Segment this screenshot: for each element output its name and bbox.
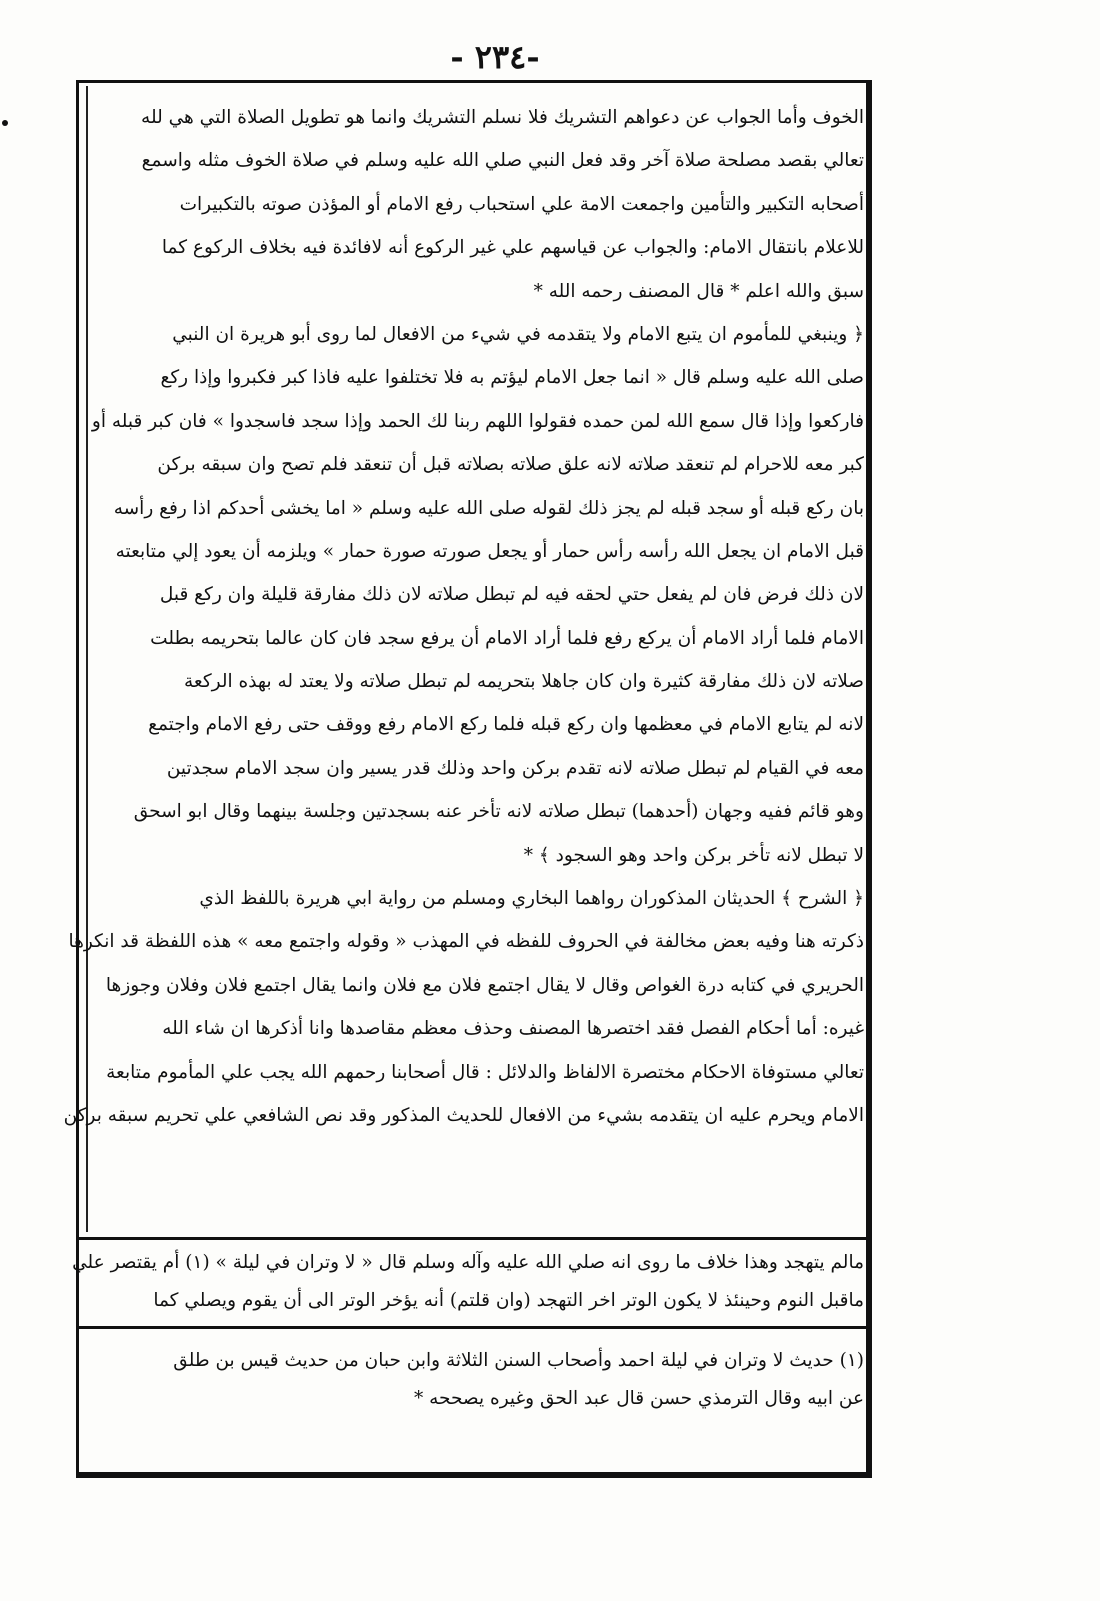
text-line: ﴿ وينبغي للمأموم ان يتبع الامام ولا يتقدمه في شيء من الافعال لما روى أبو هريرة ان النبي xyxy=(172,323,864,345)
text-line: لان ذلك فرض فان لم يفعل حتي لحقه فيه لم تبطل صلاته لان ذلك مفارقة قليلة وان ركع قبل xyxy=(159,584,864,606)
inner-vertical-rule xyxy=(86,86,88,1232)
text-line: كبر معه للاحرام لم تنعقد صلاته لانه علق صلاته بصلاته قبل أن تنعقد فلم تصح وان سبقه بركن xyxy=(157,454,864,476)
page-number: - ٢٣٤- xyxy=(450,38,540,76)
text-line: للاعلام بانتقال الامام: والجواب عن قياسهم علي غير الركوع أنه لافائدة فيه بخلاف الركوع كما xyxy=(161,237,864,259)
footnote-divider xyxy=(79,1326,869,1329)
text-line: سبق والله اعلم * قال المصنف رحمه الله * xyxy=(533,280,864,302)
text-line: تعالي بقصد مصلحة صلاة آخر وقد فعل النبي صلي الله عليه وسلم في صلاة الخوف مثله واسمع xyxy=(141,150,864,172)
main-text xyxy=(63,96,864,1137)
text-line: بان ركع قبله أو سجد قبله لم يجز ذلك لقوله صلى الله عليه وسلم « اما يخشى أحدكم اذا رفع رأسه xyxy=(113,497,864,519)
text-line: مالم يتهجد وهذا خلاف ما روى انه صلي الله عليه وآله وسلم قال « لا وتران في ليلة » (١) أم يقتصر علي xyxy=(72,1252,864,1273)
text-line: غيره: أما أحكام الفصل فقد اختصرها المصنف وحذف معظم مقاصدها وانا أذكرها ان شاء الله xyxy=(162,1018,864,1040)
text-line: لانه لم يتابع الامام في معظمها وان ركع قبله فلما ركع الامام رفع ووقف حتى رفع الامام واجتمع xyxy=(148,714,864,736)
footnote-line: عن ابيه وقال الترمذي حسن قال عبد الحق وغيره يصححه * xyxy=(414,1388,864,1409)
margin-dot-mark xyxy=(2,120,8,126)
text-line: قبل الامام ان يجعل الله رأسه رأس حمار أو يجعل صورته صورة حمار » ويلزمه أن يعود إلي متابعته xyxy=(115,540,864,562)
text-line: معه في القيام لم تبطل صلاته لانه تقدم بركن واحد وذلك قدر يسير وان سجد الامام سجدتين xyxy=(166,757,864,779)
text-line: ذكرته هنا وفيه بعض مخالفة في الحروف للفظه في المهذب « وقوله واجتمع معه » هذه اللفظة قد انكرها xyxy=(68,931,864,953)
section-divider xyxy=(79,1237,869,1240)
text-line: ﴿ الشرح ﴾ الحديثان المذكوران رواهما البخاري ومسلم من رواية ابي هريرة باللفظ الذي xyxy=(199,888,864,910)
commentary-text xyxy=(72,1244,864,1320)
text-line: تعالي مستوفاة الاحكام مختصرة الالفاظ والدلائل : قال أصحابنا رحمهم الله يجب علي المأموم متابعة xyxy=(106,1061,864,1083)
text-line: الخوف وأما الجواب عن دعواهم التشريك فلا نسلم التشريك وانما هو تطويل الصلاة التي هي لله xyxy=(141,107,864,128)
text-line: الامام ويحرم عليه ان يتقدمه بشيء من الافعال للحديث المذكور وقد نص الشافعي علي تحريم سبقه بركن xyxy=(63,1104,864,1126)
text-line: فاركعوا وإذا قال سمع الله لمن حمده فقولوا اللهم ربنا لك الحمد وإذا سجد فاسجدوا » فان كبر قبله أو xyxy=(91,410,864,432)
text-line: الحريري في كتابه درة الغواص وقال لا يقال اجتمع فلان مع فلان وانما يقال اجتمع فلان وفلان وجوزها xyxy=(105,974,864,996)
footnote-text xyxy=(98,1342,864,1418)
text-line: ماقبل النوم وحينئذ لا يكون الوتر اخر التهجد (وان قلتم) أنه يؤخر الوتر الى أن يقوم ويصلي كما xyxy=(153,1290,864,1311)
footnote-line: (١) حديث لا وتران في ليلة احمد وأصحاب السنن الثلاثة وابن حبان من حديث قيس بن طلق xyxy=(173,1350,864,1371)
text-line: أصحابه التكبير والتأمين واجمعت الامة علي استحباب رفع الامام أو المؤذن صوته بالتكبيرات xyxy=(179,193,864,215)
text-line: صلاته لان ذلك مفارقة كثيرة وان كان جاهلا بتحريمه لم تبطل صلاته ولا يعتد له بهذه الركعة xyxy=(184,671,864,693)
text-line: الامام فلما أراد الامام أن يركع رفع فلما أراد الامام أن يرفع سجد فان كان عالما بتحريمه بطلت xyxy=(150,627,864,649)
text-line: لا تبطل لانه تأخر بركن واحد وهو السجود ﴾ * xyxy=(523,844,864,866)
text-line: صلى الله عليه وسلم قال « انما جعل الامام ليؤتم به فلا تختلفوا عليه فاذا كبر فكبروا وإذا ركع xyxy=(160,367,864,389)
text-line: وهو قائم ففيه وجهان (أحدهما) تبطل صلاته لانه تأخر عنه بسجدتين وجلسة بينهما وقال ابو اسحق xyxy=(133,801,864,823)
